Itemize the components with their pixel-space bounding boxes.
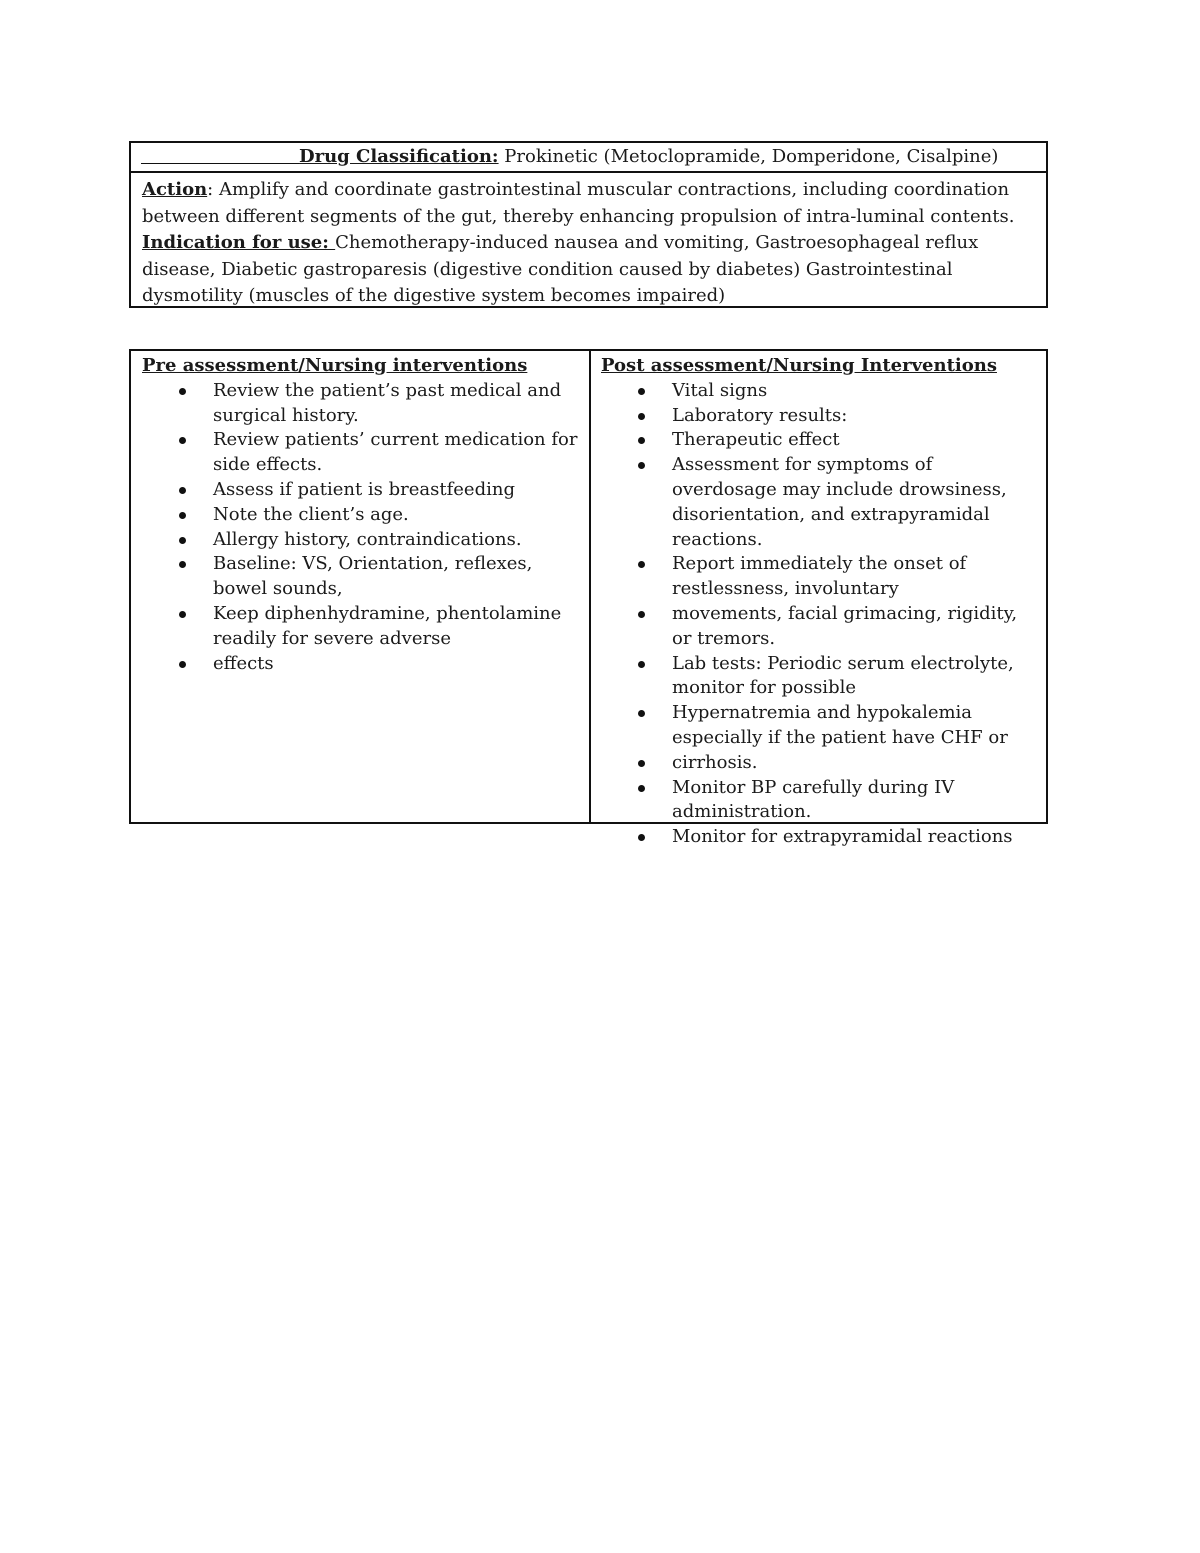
indication-label: Indication for use: — [142, 232, 336, 254]
list-item-text: Keep diphenhydramine, phentolamine readily for severe adverse — [213, 602, 562, 649]
list-item — [142, 503, 583, 528]
list-item-text: Hypernatremia and hypokalemia especially if the patient have CHF or — [672, 702, 1008, 748]
list-item — [601, 428, 1040, 453]
bullet-icon — [179, 512, 186, 519]
bullet-icon — [638, 834, 645, 841]
list-item — [142, 428, 583, 478]
bullet-icon — [638, 561, 645, 568]
bullet-icon — [179, 611, 186, 618]
bullet-icon — [638, 760, 645, 767]
bullet-icon — [179, 487, 186, 494]
list-item — [142, 552, 583, 602]
bullet-icon — [638, 611, 645, 618]
indication-text: Chemotherapy-induced nausea and vomiting, Gastroesophageal reflux disease, Diabetic gastroparesis (digestive condition caused by diabetes) Gastrointestinal dysmotility (muscles of the digestive system becomes impaired) — [142, 232, 979, 307]
list-item-text: Allergy history, contraindications. — [213, 528, 522, 550]
bullet-icon — [179, 388, 186, 395]
list-item-text: Assessment for symptoms of overdosage may include drowsiness, disorientation, and extrapyramidal reactions. — [672, 454, 1007, 550]
list-item — [142, 652, 583, 677]
bullet-icon — [638, 462, 645, 469]
bullet-icon — [638, 388, 645, 395]
indication-paragraph — [142, 230, 1038, 310]
pre-assessment-title: Pre assessment/Nursing interventions — [142, 355, 528, 376]
list-item — [601, 701, 1040, 751]
list-item-text: Vital signs — [672, 379, 768, 401]
list-item — [142, 528, 583, 553]
action-text: : Amplify and coordinate gastrointestinal muscular contractions, including coordination between different segments of the gut, thereby enhancing propulsion of intra-luminal contents. — [142, 179, 1015, 227]
pre-assessment-column — [131, 351, 591, 822]
assessment-table — [129, 349, 1048, 848]
list-item-text: movements, facial grimacing, rigidity, or tremors. — [672, 602, 1018, 649]
bullet-icon — [179, 537, 186, 544]
list-item-text: Assess if patient is breastfeeding — [213, 478, 515, 500]
action-paragraph — [142, 177, 1038, 230]
list-item — [601, 776, 1040, 826]
list-item — [601, 552, 1040, 602]
post-assessment-title: Post assessment/Nursing Interventions — [601, 355, 997, 376]
list-item — [142, 478, 583, 503]
pre-assessment-list — [142, 379, 583, 677]
list-item-text: Note the client’s age. — [213, 503, 409, 525]
underline-rule — [141, 143, 299, 164]
list-item — [601, 751, 1040, 776]
post-assessment-column — [591, 351, 1046, 848]
bullet-icon — [638, 785, 645, 792]
list-item — [142, 379, 583, 429]
list-item-text: Review patients’ current medication for side effects. — [213, 429, 578, 476]
bullet-icon — [179, 437, 186, 444]
list-item-text: Review the patient’s past medical and surgical history. — [213, 379, 562, 426]
list-item-text: Monitor for extrapyramidal reactions — [672, 826, 1013, 848]
bullet-icon — [638, 661, 645, 668]
list-item-text: Report immediately the onset of restlessness, involuntary — [672, 553, 967, 600]
list-item-text: cirrhosis. — [672, 751, 758, 773]
list-item — [601, 453, 1040, 552]
list-item-text: effects — [213, 652, 274, 674]
list-item — [601, 379, 1040, 404]
bullet-icon — [638, 710, 645, 717]
list-item — [142, 602, 583, 652]
classification-label: Drug Classification: — [299, 146, 499, 167]
classification-details — [131, 173, 1046, 310]
post-assessment-list — [601, 379, 1040, 850]
bullet-icon — [638, 413, 645, 420]
list-item — [601, 602, 1040, 652]
list-item-text: Lab tests: Periodic serum electrolyte, monitor for possible — [672, 652, 1014, 699]
bullet-icon — [638, 437, 645, 444]
list-item-text: Therapeutic effect — [672, 429, 840, 451]
list-item-text: Monitor BP carefully during IV administration. — [672, 776, 955, 823]
classification-row — [131, 143, 1046, 173]
list-item-text: Laboratory results: — [672, 404, 848, 426]
list-item-text: Baseline: VS, Orientation, reflexes, bowel sounds, — [213, 553, 533, 600]
bullet-icon — [179, 661, 186, 668]
list-item — [601, 404, 1040, 429]
action-label: Action — [142, 179, 208, 200]
list-item — [601, 825, 1040, 850]
bullet-icon — [179, 561, 186, 568]
drug-classification-table — [129, 141, 1048, 308]
list-item — [601, 652, 1040, 702]
classification-value: Prokinetic (Metoclopramide, Domperidone, Cisalpine) — [498, 146, 999, 167]
